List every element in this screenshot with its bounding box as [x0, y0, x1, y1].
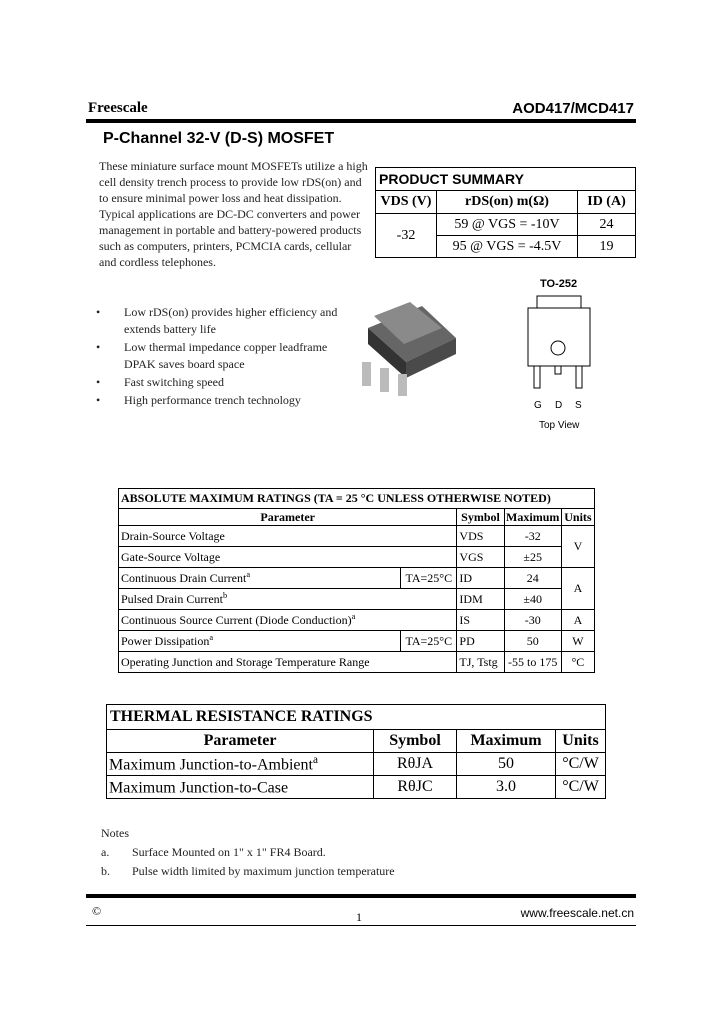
feature-item: • Low thermal impedance copper leadframe DPAK saves board space — [96, 340, 328, 371]
col-maximum: Maximum — [457, 730, 556, 753]
table-row: Maximum Junction-to-Case RθJC 3.0 °C/W — [107, 776, 606, 799]
note-item: a. Surface Mounted on 1" x 1" FR4 Board. — [101, 845, 326, 859]
notes-section — [101, 824, 395, 881]
footer-rule — [86, 894, 636, 898]
id-value: 19 — [578, 236, 636, 258]
feature-list — [96, 304, 346, 410]
table-row: Continuous Drain Current$^a$ TA=25°C ID 24 A — [119, 568, 595, 589]
col-symbol: Symbol — [457, 509, 504, 526]
col-id: ID (A) — [578, 191, 636, 214]
product-summary-table — [375, 167, 636, 258]
table-row: Continuous Source Current (Diode Conduction)$^a$ IS -30 A — [119, 610, 595, 631]
col-units: Units — [556, 730, 606, 753]
abs-max-ratings-table — [118, 488, 595, 673]
table-row: Gate-Source Voltage VGS ±25 — [119, 547, 595, 568]
table-row: Maximum Junction-to-Ambient$^a$ RθJA 50 °C/W — [107, 753, 606, 776]
to252-outline-diagram — [522, 292, 598, 400]
package-name: TO-252 — [540, 278, 578, 290]
thermal-title: THERMAL RESISTANCE RATINGS — [107, 705, 606, 730]
table-row: Pulsed Drain Current$^b$ IDM ±40 — [119, 589, 595, 610]
view-label: Top View — [539, 420, 580, 431]
abs-max-title: ABSOLUTE MAXIMUM RATINGS (TA = 25 °C UNLESS OTHERWISE NOTED) — [119, 489, 595, 509]
feature-item: • High performance trench technology — [96, 393, 301, 407]
col-parameter: Parameter — [119, 509, 457, 526]
pin-label-gate: G — [534, 400, 542, 411]
id-value: 24 — [578, 214, 636, 236]
table-row: Operating Junction and Storage Temperature Range TJ, Tstg -55 to 175 °C — [119, 652, 595, 673]
brand-name: Freescale — [88, 100, 148, 116]
col-maximum: Maximum — [506, 509, 560, 524]
thermal-resistance-table — [106, 704, 606, 799]
col-symbol: Symbol — [374, 730, 457, 753]
pin-label-drain: D — [555, 400, 563, 411]
note-item: b. Pulse width limited by maximum junction temperature — [101, 864, 395, 878]
part-number: AOD417/MCD417 — [512, 100, 634, 117]
rds-value: 95 @ VGS = -4.5V — [437, 236, 578, 258]
col-units: Units — [561, 509, 594, 526]
intro-paragraph: These miniature surface mount MOSFETs utilize a high cell density trench process to provide low rDS(on) and to ensure minimal power loss and heat dissipation. Typical applications are DC-DC converters and power management in portable and battery-powered products such as computers, printers, PCMCIA cards, cellular and cordless telephones. — [99, 159, 368, 269]
page-title: P-Channel 32-V (D-S) MOSFET — [103, 130, 335, 147]
rds-value: 59 @ VGS = -10V — [437, 214, 578, 236]
col-vds: VDS (V) — [376, 191, 437, 214]
copyright-symbol: © — [92, 904, 102, 918]
feature-item: • Fast switching speed — [96, 375, 224, 389]
feature-item: • Low rDS(on) provides higher efficiency and extends battery life — [96, 305, 338, 336]
page-number: 1 — [356, 910, 362, 924]
dpak-package-image — [350, 298, 470, 398]
notes-title: Notes — [101, 826, 129, 840]
table-row: Drain-Source Voltage VDS -32 V — [119, 526, 595, 547]
header-rule — [86, 119, 636, 123]
footer-bottom-rule — [86, 925, 636, 926]
table-row: Power Dissipation$^a$ TA=25°C PD 50 W — [119, 631, 595, 652]
col-parameter: Parameter — [107, 730, 374, 753]
pin-label-source: S — [575, 400, 582, 411]
vds-value: -32 — [376, 214, 437, 258]
col-rds: rDS(on) m(Ω) — [437, 191, 578, 214]
website-url: www.freescale.net.cn — [520, 906, 634, 920]
product-summary-title: PRODUCT SUMMARY — [376, 168, 636, 191]
